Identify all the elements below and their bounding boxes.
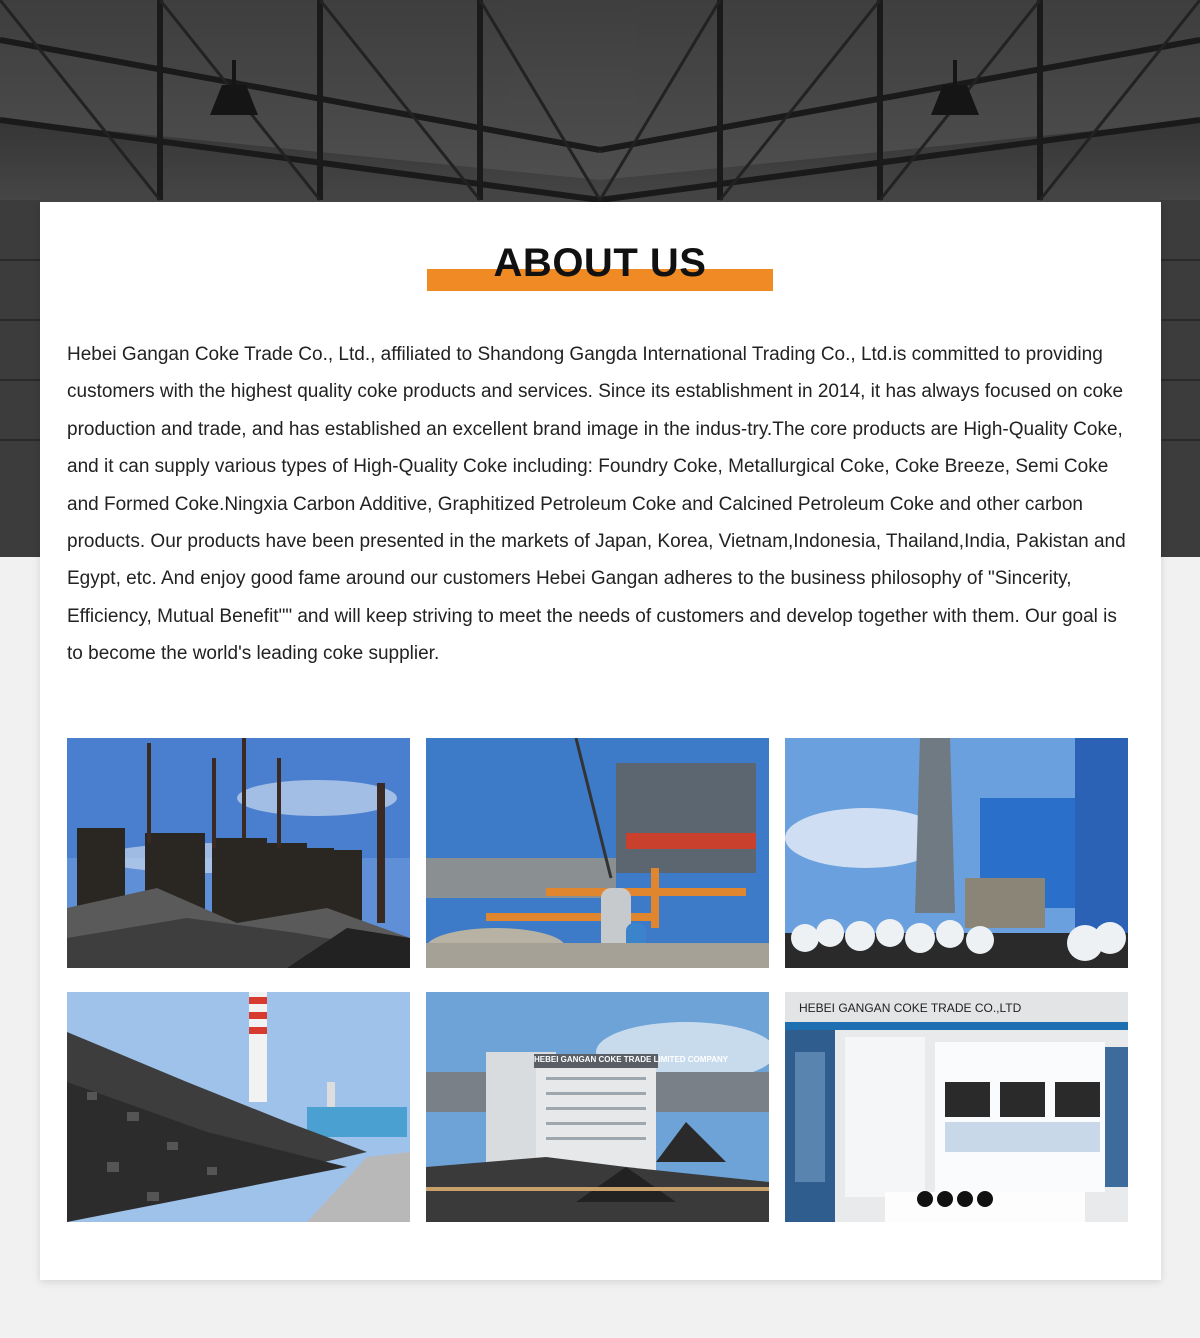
about-paragraph: Hebei Gangan Coke Trade Co., Ltd., affiliated to Shandong Gangda International Trading Co., Ltd.is committed to providing customers with the highest quality coke products and services. Since its establishment in 2014, it has always focused on coke production and trade, and has established an excellent brand image in the indus-try.The core products are High-Quality Coke, and it can supply various types of High-Quality Coke including: Foundry Coke, Metallurgical Coke, Coke Breeze, Semi Coke and Formed Coke.Ningxia Carbon Additive, Graphitized Petroleum Coke and Calcined Petroleum Coke and other carbon products. Our products have been presented in the markets of Japan, Korea, Vietnam,Indonesia, Thailand,India, Pakistan and Egypt, etc. And enjoy good fame around our customers Hebei Gangan adheres to the business philosophy of "Sincerity, Efficiency, Mutual Benefit"" and will keep striving to meet the needs of customers and develop together with them. Our goal is to become the world's leading coke supplier. bbox=[67, 344, 1126, 665]
title-block bbox=[427, 240, 773, 292]
photo-coking-plant bbox=[426, 738, 769, 968]
about-card bbox=[40, 202, 1161, 1280]
photo-coke-pile bbox=[67, 992, 410, 1222]
section-title: ABOUT US bbox=[493, 241, 707, 285]
photo5-sign-text: HEBEI GANGAN COKE TRADE LIMITED COMPANY bbox=[534, 1055, 729, 1064]
photo6-sign-text: HEBEI GANGAN COKE TRADE CO.,LTD bbox=[799, 1001, 1022, 1015]
photo-exhibition-booth bbox=[785, 992, 1128, 1222]
photo-coke-ovens bbox=[67, 738, 410, 968]
photo-chimney-bags bbox=[785, 738, 1128, 968]
photo-company-building bbox=[426, 992, 769, 1222]
